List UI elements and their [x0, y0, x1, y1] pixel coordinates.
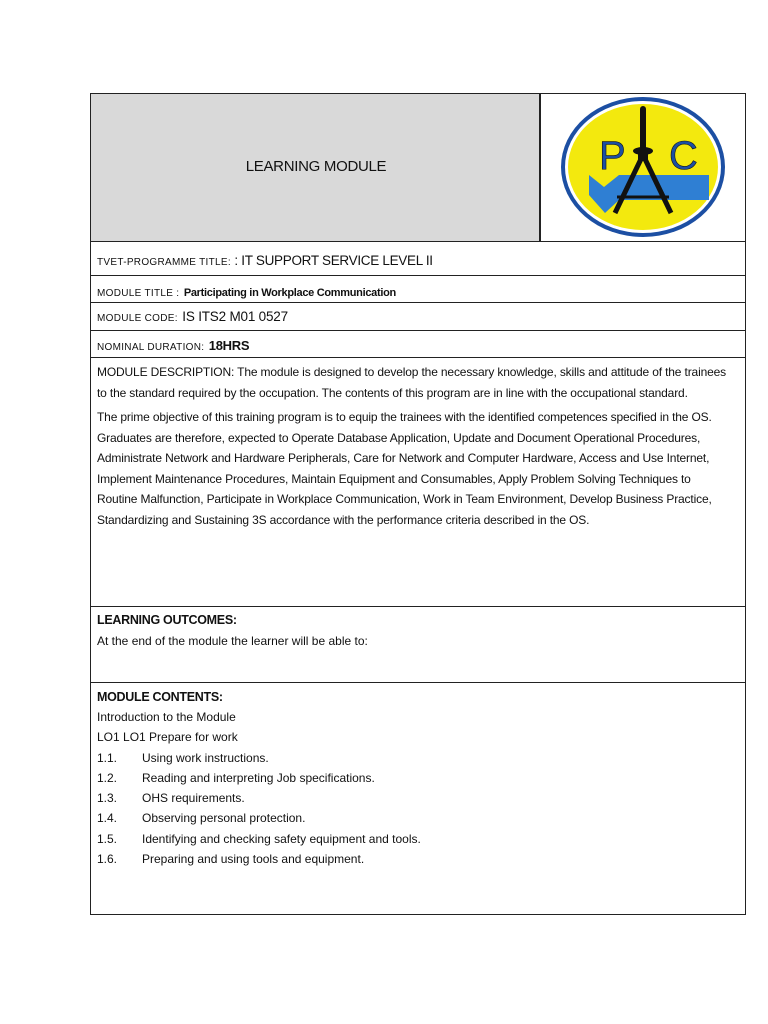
item-text: Reading and interpreting Job specifications. — [142, 770, 375, 785]
module-contents — [91, 683, 745, 914]
item-text: Preparing and using tools and equipment. — [142, 852, 365, 867]
item-number: 1.6. — [97, 852, 118, 867]
duration-row — [91, 331, 745, 358]
module-code-value: IS ITS2 M01 0527 — [182, 309, 288, 324]
module-title-row — [91, 276, 745, 303]
title-cell — [91, 94, 541, 241]
list-item — [97, 849, 739, 869]
contents-heading: MODULE CONTENTS: — [97, 690, 223, 704]
duration-value: 18HRS — [208, 338, 250, 353]
description-paragraph: MODULE DESCRIPTION: The module is designed to develop the necessary knowledge, skills and attitude of the trainees to the standard required by the occupation. The contents of this program are in line with the occupational standard. — [97, 365, 727, 400]
outcomes-heading: LEARNING OUTCOMES: — [97, 613, 237, 627]
objective-paragraph: The prime objective of this training program is to equip the trainees with the identified competences specified in the OS. Graduates are therefore, expected to Operate Database Application, Update and Document Operational Procedures, Administrate Network and Hardware Peripherals, Care for Network and Computer Hardware, Access and Use Internet, Implement Maintenance Procedures, Maintain Equipment and Consumables, Apply Problem Solving Techniques to Routine Malfunction, Participate in Workplace Communication, Work in Team Environment, Develop Business Practice, Standardizing and Sustaining 3S accordance with the performance criteria described in the OS. — [97, 410, 712, 527]
header-row — [91, 94, 745, 242]
list-item — [97, 768, 739, 788]
pic-logo — [559, 95, 727, 240]
list-item — [97, 829, 739, 849]
programme-label: TVET-PROGRAMME TITLE: — [97, 257, 231, 268]
item-number: 1.3. — [97, 791, 118, 806]
programme-title-row — [91, 241, 745, 276]
item-text: OHS requirements. — [142, 791, 245, 806]
item-text: Using work instructions. — [142, 750, 269, 765]
list-item — [97, 788, 739, 808]
contents-intro: Introduction to the Module — [97, 710, 236, 724]
lo1-heading: LO1 LO1 Prepare for work — [97, 730, 238, 745]
programme-value: : IT SUPPORT SERVICE LEVEL II — [230, 253, 433, 268]
module-title-label: MODULE TITLE : — [97, 288, 180, 299]
item-number: 1.4. — [97, 811, 118, 826]
list-item — [97, 748, 739, 768]
item-text: Observing personal protection. — [142, 811, 306, 826]
module-cover-table — [90, 93, 746, 915]
duration-label: NOMINAL DURATION: — [97, 342, 205, 353]
outcomes-text: At the end of the module the learner will be able to: — [97, 634, 368, 648]
module-code-row — [91, 303, 745, 331]
item-number: 1.5. — [97, 831, 118, 846]
svg-text:C: C — [669, 134, 698, 178]
item-number: 1.2. — [97, 770, 118, 785]
module-title-value: Participating in Workplace Communication — [183, 287, 396, 299]
page-title: LEARNING MODULE — [245, 158, 387, 175]
item-text: Identifying and checking safety equipment and tools. — [142, 831, 421, 846]
module-description — [91, 358, 745, 607]
learning-outcomes — [91, 607, 745, 683]
svg-text:P: P — [599, 134, 626, 178]
module-code-label: MODULE CODE: — [97, 313, 178, 324]
list-item — [97, 808, 739, 828]
item-number: 1.1. — [97, 750, 118, 765]
